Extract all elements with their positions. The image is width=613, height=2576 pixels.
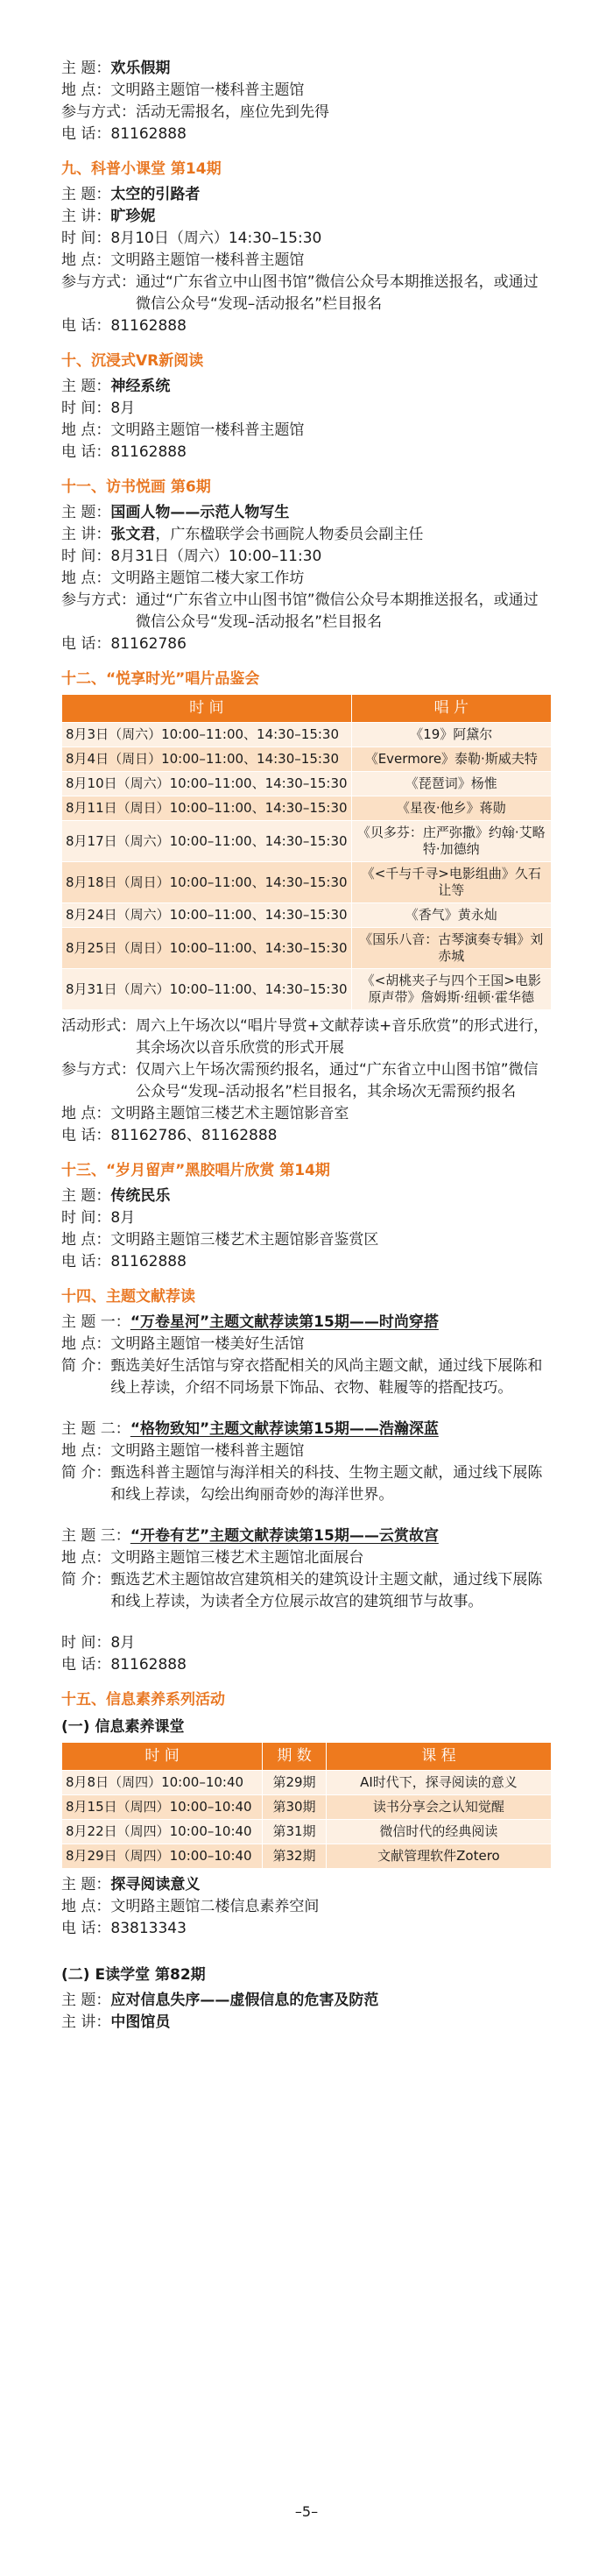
event-theme: “万卷星河”主题文献荐读第15期——时尚穿搭 (130, 1313, 439, 1331)
course-schedule-table (61, 1742, 552, 1869)
subsection-title: (二) E读学堂 第82期 (61, 1966, 206, 1984)
label: 地 点： (61, 1549, 111, 1567)
label: 参与方式： (61, 591, 136, 609)
record-time: 8月11日（周日）10:00–11:00、14:30–15:30 (62, 796, 352, 821)
label: 地 点： (61, 251, 111, 269)
event-tel: 81162786 (110, 635, 187, 653)
course-title: 读书分享会之认知觉醒 (326, 1795, 551, 1820)
event-theme: 太空的引路者 (110, 186, 201, 203)
label: 地 点： (61, 1898, 111, 1915)
label: 电 话： (61, 1656, 111, 1674)
table-row (62, 928, 552, 969)
event-theme: “格物致知”主题文献荐读第15期——浩瀚深蓝 (130, 1420, 439, 1438)
label: 电 话： (61, 317, 111, 335)
event-join: 通过“广东省立中山图书馆”微信公众号本期推送报名，或通过微信公众号“发现–活动报名”栏目报名 (136, 591, 539, 631)
table-row (62, 903, 552, 928)
label: 主 讲： (61, 2013, 111, 2031)
event-place: 文明路主题馆二楼大家工作坊 (110, 570, 305, 587)
event-time: 8月 (110, 400, 136, 417)
subsection-title: (一) 信息素养课堂 (61, 1718, 185, 1736)
label: 电 话： (61, 635, 111, 653)
course-time: 8月22日（周四）10:00–10:40 (62, 1820, 263, 1844)
record-time: 8月17日（周六）10:00–11:00、14:30–15:30 (62, 821, 352, 862)
reading-theme-3 (61, 1525, 552, 1613)
table-row (62, 1771, 552, 1795)
section-13 (61, 1159, 552, 1273)
label: 主 题 三： (61, 1527, 130, 1545)
label: 主 题： (61, 1992, 111, 2009)
record-title: 《星夜·他乡》蒋勋 (351, 796, 551, 821)
record-title: 《<胡桃夹子与四个王国>电影原声带》詹姆斯·纽顿·霍华德 (351, 969, 551, 1010)
section-10 (61, 350, 552, 464)
table-row (62, 1795, 552, 1820)
event-tel: 81162888 (110, 125, 187, 143)
course-issue: 第31期 (263, 1820, 327, 1844)
document-page (61, 0, 552, 2046)
record-time: 8月24日（周六）10:00–11:00、14:30–15:30 (62, 903, 352, 928)
label: 地 点： (61, 1335, 111, 1353)
label: 主 题： (61, 378, 111, 395)
table-header: 课 程 (326, 1743, 551, 1771)
event-time: 8月 (110, 1634, 136, 1652)
label: 主 题： (61, 1187, 111, 1205)
label: 地 点： (61, 81, 111, 99)
label: 主 题： (61, 1876, 111, 1893)
table-row (62, 1844, 552, 1869)
table-row (62, 969, 552, 1010)
table-header: 期 数 (263, 1743, 327, 1771)
course-issue: 第32期 (263, 1844, 327, 1869)
event-place: 文明路主题馆二楼信息素养空间 (110, 1898, 320, 1915)
course-time: 8月8日（周四）10:00–10:40 (62, 1771, 263, 1795)
event-tel: 81162786、81162888 (110, 1127, 278, 1144)
event-intro: 甄选科普主题馆与海洋相关的科技、生物主题文献，通过线下展陈和线上荐读，勾绘出绚丽奇妙的海洋世界。 (110, 1464, 543, 1504)
label: 电 话： (61, 1127, 111, 1144)
label: 主 题 二： (61, 1420, 130, 1438)
label: 电 话： (61, 1253, 111, 1270)
label: 时 间： (61, 1209, 111, 1227)
course-title: 文献管理软件Zotero (326, 1844, 551, 1869)
event-theme: 应对信息失序——虚假信息的危害及防范 (110, 1992, 379, 2009)
record-title: 《国乐八音：古琴演奏专辑》刘赤城 (351, 928, 551, 969)
event-place: 文明路主题馆三楼艺术主题馆北面展台 (110, 1549, 364, 1567)
record-title: 《香气》黄永灿 (351, 903, 551, 928)
section-9 (61, 158, 552, 337)
event-speaker: 中图馆员 (110, 2013, 171, 2031)
event-tel: 81162888 (110, 317, 187, 335)
reading-theme-2 (61, 1419, 552, 1506)
event-theme: 神经系统 (110, 378, 171, 395)
label: 参与方式： (61, 1061, 136, 1079)
label: 时 间： (61, 400, 111, 417)
event-time: 8月10日（周六）14:30–15:30 (110, 230, 322, 247)
event-place: 文明路主题馆一楼科普主题馆 (110, 421, 305, 439)
event-tel: 81162888 (110, 1656, 187, 1674)
label: 主 题： (61, 186, 111, 203)
event-place: 文明路主题馆三楼艺术主题馆影音室 (110, 1105, 349, 1122)
event-join: 仅周六上午场次需预约报名，通过“广东省立中山图书馆”微信公众号“发现–活动报名”栏目报名，其余场次无需预约报名 (136, 1061, 539, 1100)
record-title: 《贝多芬：庄严弥撒》约翰·艾略特·加德纳 (351, 821, 551, 862)
label: 主 题： (61, 504, 111, 521)
label: 电 话： (61, 443, 111, 461)
event-place: 文明路主题馆一楼科普主题馆 (110, 81, 305, 99)
event-theme: 欢乐假期 (110, 60, 171, 77)
section-title: 十四、主题文献荐读 (61, 1288, 195, 1306)
label: 简 介： (61, 1464, 111, 1482)
event-place: 文明路主题馆一楼美好生活馆 (110, 1335, 305, 1353)
event-place: 文明路主题馆一楼科普主题馆 (110, 251, 305, 269)
label: 参与方式： (61, 103, 136, 121)
table-row (62, 862, 552, 903)
section-title: 十二、“悦享时光”唱片品鉴会 (61, 670, 260, 688)
label: 时 间： (61, 1634, 111, 1652)
event-theme: 传统民乐 (110, 1187, 171, 1205)
label: 主 题： (61, 60, 111, 77)
label: 简 介： (61, 1357, 111, 1375)
course-title: 微信时代的经典阅读 (326, 1820, 551, 1844)
page-number: –5– (294, 2503, 319, 2520)
section-11 (61, 476, 552, 655)
label: 地 点： (61, 1231, 111, 1249)
record-title: 《Evermore》泰勒·斯威夫特 (351, 747, 551, 772)
label: 活动形式： (61, 1017, 136, 1035)
record-time: 8月31日（周六）10:00–11:00、14:30–15:30 (62, 969, 352, 1010)
label: 主 题 一： (61, 1313, 130, 1331)
record-time: 8月25日（周日）10:00–11:00、14:30–15:30 (62, 928, 352, 969)
event-place: 文明路主题馆三楼艺术主题馆影音鉴赏区 (110, 1231, 379, 1249)
label: 参与方式： (61, 273, 136, 291)
reading-theme-1 (61, 1312, 552, 1399)
event-theme: 探寻阅读意义 (110, 1876, 201, 1893)
label: 地 点： (61, 1442, 111, 1460)
event-speaker: 张文君 (110, 526, 156, 543)
course-issue: 第30期 (263, 1795, 327, 1820)
section-12 (61, 668, 552, 1147)
event-theme: “开卷有艺”主题文献荐读第15期——云赏故宫 (130, 1527, 439, 1545)
table-row (62, 1820, 552, 1844)
event-tel: 81162888 (110, 1253, 187, 1270)
course-issue: 第29期 (263, 1771, 327, 1795)
table-header: 时 间 (62, 695, 352, 723)
label: 地 点： (61, 421, 111, 439)
table-row (62, 747, 552, 772)
record-title: 《19》阿黛尔 (351, 723, 551, 747)
table-row (62, 723, 552, 747)
event-join: 通过“广东省立中山图书馆”微信公众号本期推送报名，或通过微信公众号“发现–活动报名”栏目报名 (136, 273, 539, 313)
course-time: 8月29日（周四）10:00–10:40 (62, 1844, 263, 1869)
speaker-description: ，广东楹联学会书画院人物委员会副主任 (155, 526, 424, 543)
table-header: 唱 片 (351, 695, 551, 723)
course-time: 8月15日（周四）10:00–10:40 (62, 1795, 263, 1820)
course-title: AI时代下，探寻阅读的意义 (326, 1771, 551, 1795)
label: 时 间： (61, 230, 111, 247)
event-time: 8月 (110, 1209, 136, 1227)
label: 地 点： (61, 1105, 111, 1122)
section-14 (61, 1285, 552, 1676)
label: 地 点： (61, 570, 111, 587)
label: 电 话： (61, 125, 111, 143)
table-header: 时 间 (62, 1743, 263, 1771)
event-block-holiday (61, 58, 552, 145)
event-intro: 甄选艺术主题馆故宫建筑相关的建筑设计主题文献，通过线下展陈和线上荐读，为读者全方位展示故宫的建筑细节与故事。 (110, 1571, 543, 1610)
table-row (62, 772, 552, 796)
event-theme: 国画人物——示范人物写生 (110, 504, 290, 521)
label: 主 讲： (61, 208, 111, 225)
section-title: 十三、“岁月留声”黑胶唱片欣赏 第14期 (61, 1162, 330, 1179)
event-time: 8月31日（周六）10:00–11:30 (110, 548, 322, 565)
record-time: 8月10日（周六）10:00–11:00、14:30–15:30 (62, 772, 352, 796)
section-title: 九、科普小课堂 第14期 (61, 160, 222, 178)
record-schedule-table (61, 694, 552, 1010)
table-row (62, 821, 552, 862)
event-tel: 83813343 (110, 1920, 187, 1937)
event-place: 文明路主题馆一楼科普主题馆 (110, 1442, 305, 1460)
section-title: 十五、信息素养系列活动 (61, 1691, 225, 1709)
label: 简 介： (61, 1571, 111, 1589)
section-15 (61, 1688, 552, 2034)
event-speaker: 旷珍妮 (110, 208, 156, 225)
table-row (62, 796, 552, 821)
label: 电 话： (61, 1920, 111, 1937)
record-title: 《<千与千寻>电影组曲》久石让等 (351, 862, 551, 903)
record-title: 《琵琶词》杨惟 (351, 772, 551, 796)
event-tel: 81162888 (110, 443, 187, 461)
record-time: 8月18日（周日）10:00–11:00、14:30–15:30 (62, 862, 352, 903)
section-title: 十、沉浸式VR新阅读 (61, 352, 204, 370)
event-join: 活动无需报名，座位先到先得 (136, 103, 329, 121)
record-time: 8月4日（周日）10:00–11:00、14:30–15:30 (62, 747, 352, 772)
section-title: 十一、访书悦画 第6期 (61, 478, 211, 496)
label: 主 讲： (61, 526, 111, 543)
record-time: 8月3日（周六）10:00–11:00、14:30–15:30 (62, 723, 352, 747)
event-intro: 甄选美好生活馆与穿衣搭配相关的风尚主题文献，通过线下展陈和线上荐读，介绍不同场景下饰品、衣物、鞋履等的搭配技巧。 (110, 1357, 543, 1397)
event-form: 周六上午场次以“唱片导赏+文献荐读+音乐欣赏”的形式进行，其余场次以音乐欣赏的形式开展 (136, 1017, 549, 1057)
label: 时 间： (61, 548, 111, 565)
